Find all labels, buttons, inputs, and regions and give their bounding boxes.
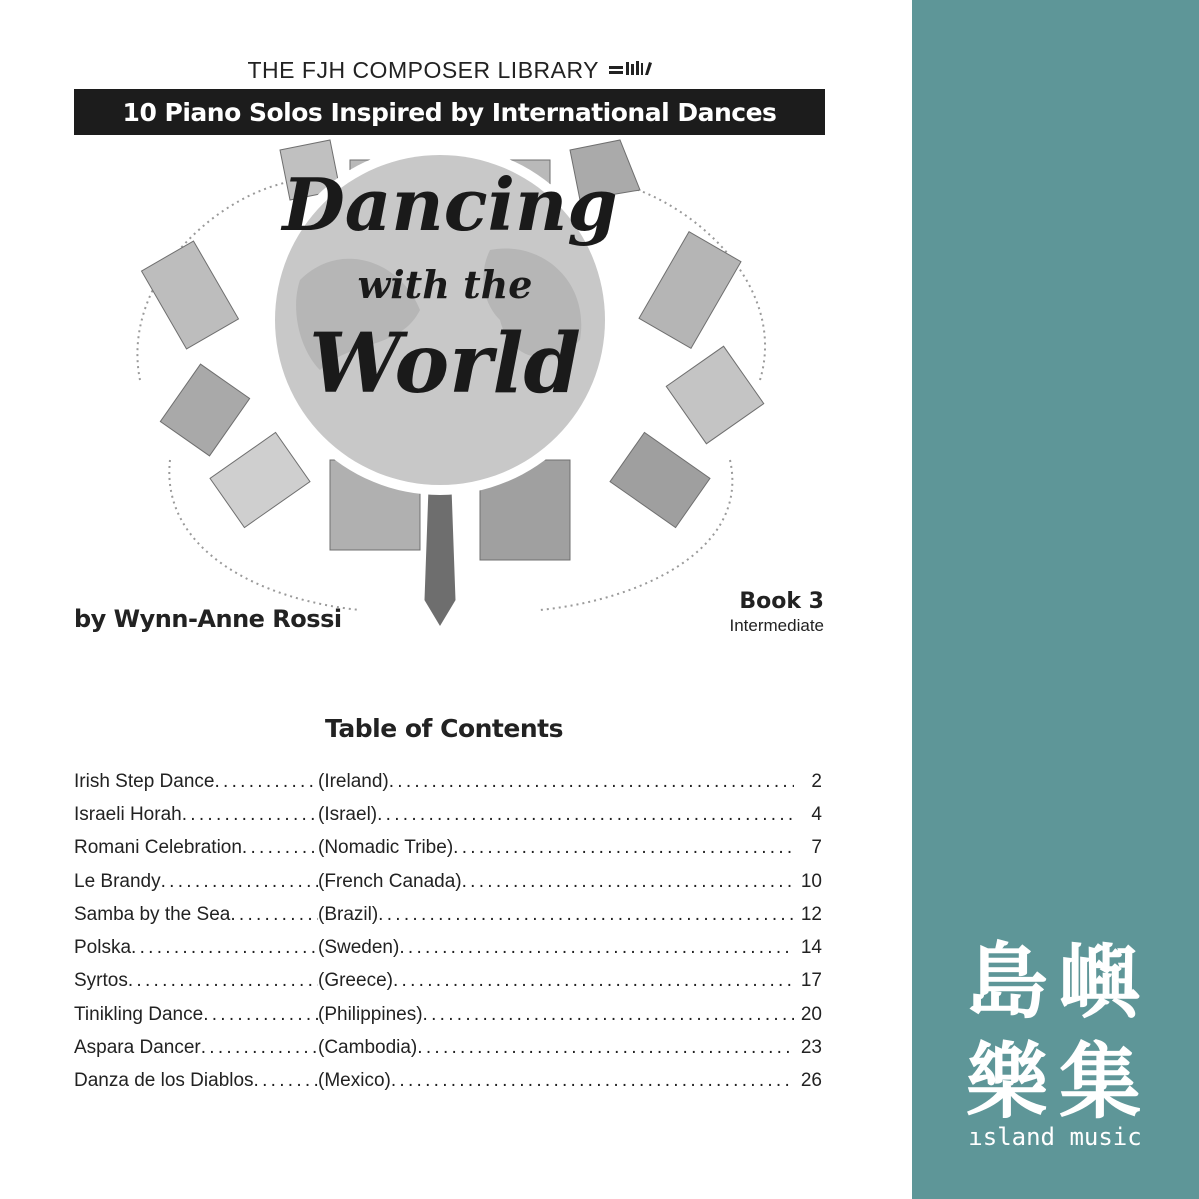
cover-title-line1: Dancing [282,162,618,247]
toc-entry-country: (Cambodia) [318,1037,418,1059]
toc-entry-country: (Ireland) [318,770,389,792]
toc-entry-title: Aspara Dancer [74,1037,201,1059]
toc-entry-page: 10 [800,870,822,892]
cover-title-line3: World [309,316,581,412]
difficulty-level: Intermediate [729,616,824,635]
book-number: Book 3 [739,589,824,614]
toc-entry-page: 17 [800,970,822,992]
toc-entry [74,1031,822,1064]
toc-entry-title: Israeli Horah [74,803,182,825]
toc-entry-title: Tinikling Dance [74,1003,204,1025]
toc-entry-page: 7 [811,837,822,859]
toc-entry [74,832,822,865]
toc-entry-page: 2 [811,770,822,792]
bookshelf-icon [609,60,653,76]
logo-char: 集 [1058,1035,1142,1130]
globe-landmarks-illustration [100,130,800,630]
toc-entry-title: Le Brandy [74,870,161,892]
toc-entry-country: (Mexico) [318,1070,391,1092]
toc-entry-title: Samba by the Sea [74,903,231,925]
toc-entry-country: (Sweden) [318,937,400,959]
toc-entry-title: Syrtos [74,970,128,992]
author-name: by Wynn-Anne Rossi [74,605,342,633]
logo-char: 樂 [965,1035,1049,1130]
toc-entry-country: (Greece) [318,970,393,992]
toc-entry [74,998,822,1031]
toc-entry [74,865,822,898]
toc-entry-country: (Israel) [318,803,378,825]
toc-entry [74,965,822,998]
series-label-text: THE FJH COMPOSER LIBRARY [247,57,599,83]
toc-entry-title: Romani Celebration [74,837,242,859]
island-music-logo [965,925,1145,1155]
subtitle-text: 10 Piano Solos Inspired by International Dances [122,97,777,127]
series-label [0,57,900,84]
toc-entry-page: 4 [811,803,822,825]
toc-entry-country: (Philippines) [318,1003,423,1025]
logo-caption: ısland music [968,1123,1142,1151]
toc-entry [74,798,822,831]
toc-entry-title: Danza de los Diablos [74,1070,254,1092]
book-info [730,589,825,636]
toc-heading: Table of Contents [325,714,563,743]
toc-entry-page: 23 [800,1037,822,1059]
logo-char: 島 [965,935,1049,1030]
toc-entry [74,765,822,798]
toc-entry [74,1065,822,1098]
logo-char: 嶼 [1058,935,1142,1030]
toc-entry-title: Polska [74,937,132,959]
toc-entry-page: 20 [800,1003,822,1025]
subtitle-banner [74,89,825,135]
toc-entry-country: (Nomadic Tribe) [318,837,454,859]
cover-title-line2: with the [357,262,533,307]
table-of-contents [74,765,822,1098]
toc-entry-country: (Brazil) [318,903,379,925]
toc-entry-country: (French Canada) [318,870,462,892]
toc-entry [74,931,822,964]
toc-entry-page: 14 [800,937,822,959]
toc-entry-page: 26 [800,1070,822,1092]
toc-entry-page: 12 [800,903,822,925]
toc-entry-title: Irish Step Dance [74,770,215,792]
toc-entry [74,898,822,931]
